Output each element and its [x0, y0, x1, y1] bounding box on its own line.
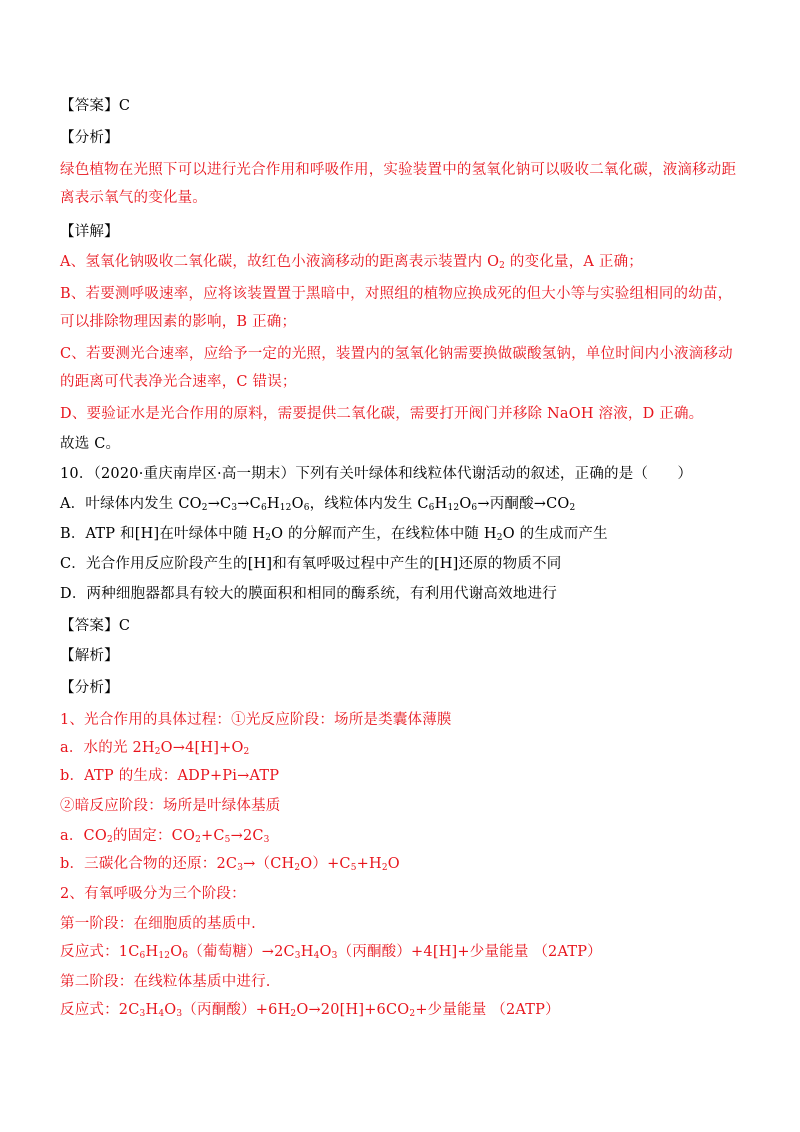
q9-conclusion: 故选 C。 [60, 436, 121, 452]
q9-option-b-detail-line1: B、若要测呼吸速率，应将该装置置于黑暗中，对照组的植物应换成死的但大小等与实验组相同的幼苗， [60, 286, 733, 302]
q10-analysis-p4: ②暗反应阶段：场所是叶绿体基质 [60, 798, 281, 814]
q9-analysis-label: 【分析】 [60, 130, 119, 146]
q10-option-c: C．光合作用反应阶段产生的[H]和有氧呼吸过程中产生的[H]还原的物质不同 [60, 556, 562, 572]
q9-analysis-line2: 离表示氧气的变化量。 [60, 190, 207, 206]
q9-option-b-detail-line2: 可以排除物理因素的影响，B 正确； [60, 314, 297, 330]
q9-answer: 【答案】C [60, 98, 131, 114]
q10-analysis-p11: 反应式：$2C_3H_4O_3$（丙酮酸）$+6H_2O\to 20[H]+6CO_2+$少量能量 （2ATP） [60, 1002, 560, 1019]
q9-option-a-detail: A、氢氧化钠吸收二氧化碳，故红色小液滴移动的距离表示装置内 $O_2$ 的变化量，A 正确； [60, 254, 643, 271]
q9-detail-label: 【详解】 [60, 224, 119, 240]
q10-analysis-p8: 第一阶段：在细胞质的基质中. [60, 916, 256, 932]
q10-analysis-p6: b．三碳化合物的还原：$2C_3\to(CH_2O)+C_5+H_2O$ [60, 856, 400, 873]
q10-analysis-p5: a．$CO_2$的固定：$CO_2+C_5\to 2C_3$ [60, 828, 270, 845]
q10-option-d: D．两种细胞器都具有较大的膜面积和相同的酶系统，有利用代谢高效地进行 [60, 586, 557, 602]
q10-option-b: B．ATP 和[H]在叶绿体中随 $H_2O$ 的分解而产生，在线粒体中随 $H_2O$ 的生成而产生 [60, 526, 608, 543]
q9-option-c-detail-line1: C、若要测光合速率，应给予一定的光照，装置内的氢氧化钠需要换做碳酸氢钠，单位时间内小液滴移动 [60, 346, 733, 362]
q10-analysis-p9: 反应式：$1C_6H_{12}O_6$（葡萄糖）$\to 2C_3H_4O_3$（丙酮酸）+4[H]+少量能量 （2ATP） [60, 944, 602, 961]
q10-analysis-p1: 1、光合作用的具体过程：①光反应阶段：场所是类囊体薄膜 [60, 712, 452, 728]
q10-analysis-p2: a．水的光 $2H_2O\to 4[H]+O_2$ [60, 740, 250, 757]
q10-option-a: A．叶绿体内发生 $CO_2\to C_3\to C_6H_{12}O_6$，线粒体内发生 $C_6H_{12}O_6\to$丙酮酸$\to CO_2$ [60, 496, 576, 513]
q10-analysis-label: 【分析】 [60, 680, 119, 696]
q10-stem: 10．（2020·重庆南岸区·高一期末）下列有关叶绿体和线粒体代谢活动的叙述，正确的是（ ） [60, 466, 693, 482]
q9-option-c-detail-line2: 的距离可代表净光合速率，C 错误； [60, 374, 297, 390]
q9-option-d-detail: D、要验证水是光合作用的原料，需要提供二氧化碳，需要打开阀门并移除 NaOH 溶液，D 正确。 [60, 406, 704, 422]
q9-analysis-line1: 绿色植物在光照下可以进行光合作用和呼吸作用，实验装置中的氢氧化钠可以吸收二氧化碳，液滴移动距 [60, 162, 737, 178]
q10-answer: 【答案】C [60, 618, 131, 634]
q10-analysis-p7: 2、有氧呼吸分为三个阶段： [60, 886, 246, 902]
q10-analysis-p10: 第二阶段：在线粒体基质中进行. [60, 974, 271, 990]
q10-explain-label: 【解析】 [60, 648, 119, 664]
q10-analysis-p3: b．ATP 的生成：ADP+Pi→ATP [60, 768, 280, 784]
